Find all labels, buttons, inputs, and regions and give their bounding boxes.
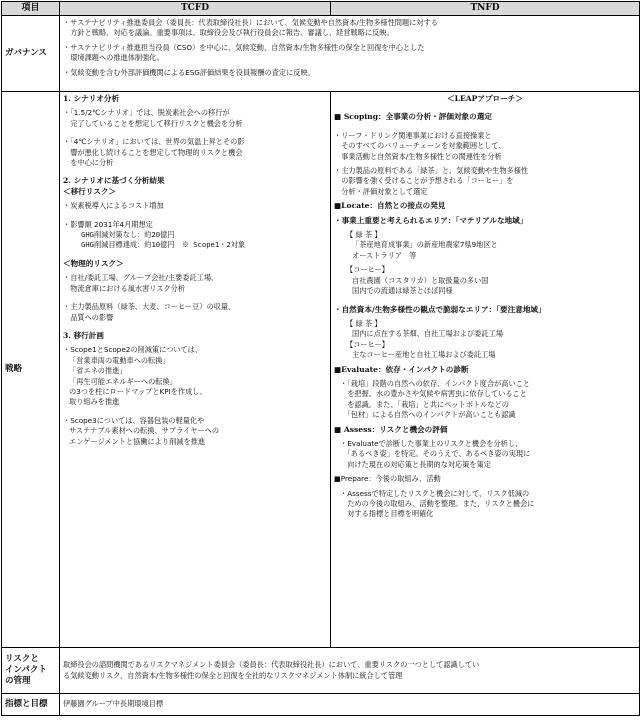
- locate-heading: ■Locate：自然との接点の発見: [334, 201, 446, 211]
- tnfd-text: ・リーフ・ドリンク関連事業における直接操業と: [334, 130, 492, 140]
- tcfd-text: ・Scope1とScope2の削減策については、: [63, 345, 203, 355]
- header-tnfd: TNFD: [331, 2, 640, 16]
- scenario-results-heading: 2. シナリオに基づく分析結果: [63, 176, 165, 186]
- tnfd-text: オーストラリア 等: [352, 250, 417, 260]
- tcfd-text: 完了していることを想定して移行リスクと機会を分析: [63, 118, 243, 128]
- tcfd-text: 「省エネの推進」: [69, 366, 127, 376]
- tnfd-text: 対する指標と目標を明確化: [340, 509, 434, 519]
- governance-label: ガバナンス: [2, 16, 60, 92]
- tcfd-text: 「営業車両の電動車への転換」: [69, 355, 170, 365]
- material-area-heading: ・事業上重要と考えられるエリア：「マテリアルな地域」: [334, 215, 528, 225]
- tcfd-text: GHG削減目標達成：約10億円 ※ Scope1・2対象: [81, 240, 246, 250]
- tnfd-text: の影響を強く受けることが予想される「コーヒー」を: [334, 176, 514, 186]
- tnfd-text: ・Assessで特定したリスクと機会に対して、リスク低減の: [340, 488, 530, 498]
- header-row: [2, 2, 640, 16]
- sensitive-area-heading: ・自然資本/生物多様性の観点で脆弱なエリア：「要注意地域」: [334, 304, 546, 314]
- risk-label-line: の管理: [5, 676, 31, 686]
- tnfd-text: 【コーヒー】: [346, 265, 389, 275]
- tnfd-text: ・「栽培」段階の自然への依存、インパクト度合が高いこと: [340, 378, 530, 388]
- tnfd-text: 「包材」による自然へのインパクトが高いことも認識: [340, 410, 516, 420]
- tnfd-text: ための今後の取組み、活動を整理。また、リスクと機会に: [340, 499, 535, 508]
- governance-line: ・サステナビリティ推進委員会（委員長：代表取締役社長）において、気候変動や自然資本/生物多様性問題に対する: [63, 18, 438, 27]
- disclosure-table: [1, 1, 640, 716]
- strategy-row: [2, 92, 640, 648]
- tcfd-text: ・Scope3については、容器包装の軽量化や: [63, 415, 205, 425]
- scenario-analysis-heading: 1. シナリオ分析: [63, 94, 120, 103]
- risk-content: [60, 648, 640, 694]
- risk-label-line: インパクト: [5, 665, 47, 675]
- tnfd-text: を把握。水の豊かさや気候や病害虫に依存していること: [340, 389, 527, 399]
- tcfd-text: エンゲージメントと協働により削減を推進: [69, 436, 206, 446]
- strategy-tnfd: [331, 92, 640, 648]
- header-tcfd: TCFD: [60, 2, 331, 16]
- transition-risk-heading: ＜移行リスク＞: [63, 186, 117, 196]
- tcfd-text: 品質への影響: [63, 312, 114, 322]
- risk-label: [2, 648, 60, 694]
- physical-risk-heading: ＜物理的リスク＞: [63, 258, 124, 268]
- metrics-row: [2, 694, 640, 716]
- leap-heading: ＜LEAPアプローチ＞: [447, 94, 523, 103]
- risk-text: 取締役会の諮問機関であるリスクマネジメント委員会（委員長：代表取締役社長）において、重要リスクの一つとして認識してい: [63, 660, 480, 670]
- scoping-heading: ■ Scoping：全事業の分析・評価対象の選定: [334, 112, 492, 122]
- tnfd-text: 【コーヒー】: [346, 339, 389, 349]
- tnfd-text: 国内での流通は緑茶とほぼ同様: [352, 286, 453, 296]
- tnfd-text: 向けた現在の対応策と長期的な対応策を策定: [340, 459, 491, 469]
- tnfd-text: 【 緑 茶 】: [346, 230, 382, 240]
- tnfd-text: 「あるべき姿」を特定。そのうえで、あるべき姿の実現に: [340, 449, 531, 459]
- tcfd-text: サステナブル素材への転換、サプライヤーへの: [69, 426, 220, 436]
- tcfd-text: 物流倉庫における風水害リスク分析: [63, 283, 186, 293]
- governance-line: ・気候変動を含む外部評価機関によるESG評価結果を役員報酬の査定に反映。: [63, 67, 315, 77]
- tcfd-text: の3つを柱にロードマップとKPIを作成し、: [69, 386, 207, 396]
- tnfd-text: 自社農園（コスタリカ）と取扱量の多い国: [352, 275, 489, 285]
- tcfd-text: ・「4℃シナリオ」においては、世界の気温上昇とその影: [63, 137, 245, 147]
- tnfd-text: 「茶産地育成事業」の新産地農家7県9地区と: [352, 240, 498, 250]
- tnfd-text: ・主力製品の原料である「緑茶」と、気候変動や生物多様性: [334, 166, 529, 176]
- tnfd-text: ・Evaluateで診断した事業上のリスクと機会を分析し、: [340, 438, 523, 448]
- tnfd-text: 国内に点在する茶畑、自社工場および委託工場: [352, 329, 503, 339]
- metrics-content: 伊藤園グループ中長期環境目標: [60, 694, 640, 716]
- strategy-tcfd: [60, 92, 331, 648]
- tcfd-text: GHG削減対策なし：約20億円: [81, 230, 175, 240]
- tnfd-text: 主なコーヒー産地と自社工場および委託工場: [352, 350, 496, 360]
- tnfd-text: 事業活動と自然資本/生物多様性との関連性を分析: [334, 151, 502, 161]
- tcfd-text: 「再生可能エネルギーへの転換」: [69, 376, 177, 386]
- header-item: 項目: [2, 2, 60, 16]
- risk-text: る気候変動リスク、自然資本/生物多様性の保全と回復を全社的なリスクマネジメント体制に統合して管理: [63, 670, 403, 680]
- governance-row: [2, 16, 640, 92]
- tnfd-text: 分析・評価対象として選定: [334, 186, 428, 196]
- risk-label-line: リスクと: [5, 654, 39, 664]
- transition-plan-heading: 3. 移行計画: [63, 330, 104, 340]
- tnfd-text: そのすべてのバリューチェーンを対象範囲として、: [334, 141, 506, 151]
- governance-content: [60, 16, 640, 92]
- metrics-label: 指標と目標: [2, 694, 60, 716]
- tcfd-text: ・自社/委託工場、グループ会社/主要委託工場、: [63, 273, 219, 283]
- tcfd-text: ・主力製品原料（緑茶、大麦、コーヒー豆）の収量、: [63, 302, 236, 312]
- tcfd-text: ・「1.5/2℃シナリオ」では、脱炭素社会への移行が: [63, 108, 230, 118]
- governance-line: 環境課題への推進体制強化。: [63, 53, 164, 63]
- governance-line: ・サステナビリティ推進担当役員（CSO）を中心に、気候変動、自然資本/生物多様性の保全と回復を中心とした: [63, 42, 425, 52]
- tnfd-text: を認識。また、「栽培」と共にペットボトルなどの: [340, 399, 509, 409]
- governance-line: 方針と戦略、対応を議論。重要事項は、取締役会及び執行役員会に報告、審議し、経営戦略に反映。: [63, 28, 394, 38]
- tcfd-text: を中心に分析: [63, 158, 114, 168]
- evaluate-heading: ■Evaluate：依存・インパクトの診断: [334, 364, 469, 374]
- tnfd-text: 【 緑 茶 】: [346, 318, 382, 328]
- strategy-label: 戦略: [2, 92, 60, 648]
- assess-heading: ■ Assess：リスクと機会の評価: [334, 424, 448, 434]
- tcfd-text: 取り組みを推進: [69, 397, 120, 407]
- tcfd-text: ・炭素税導入によるコスト増加: [63, 201, 164, 211]
- tcfd-text: 響が悪化し続けることを想定して物理的リスクと機会: [63, 147, 243, 157]
- tcfd-text: ・影響額 2031年4月期想定: [63, 219, 153, 229]
- prepare-heading: ■Prepare：今後の取組み、活動: [334, 474, 441, 484]
- risk-row: [2, 648, 640, 694]
